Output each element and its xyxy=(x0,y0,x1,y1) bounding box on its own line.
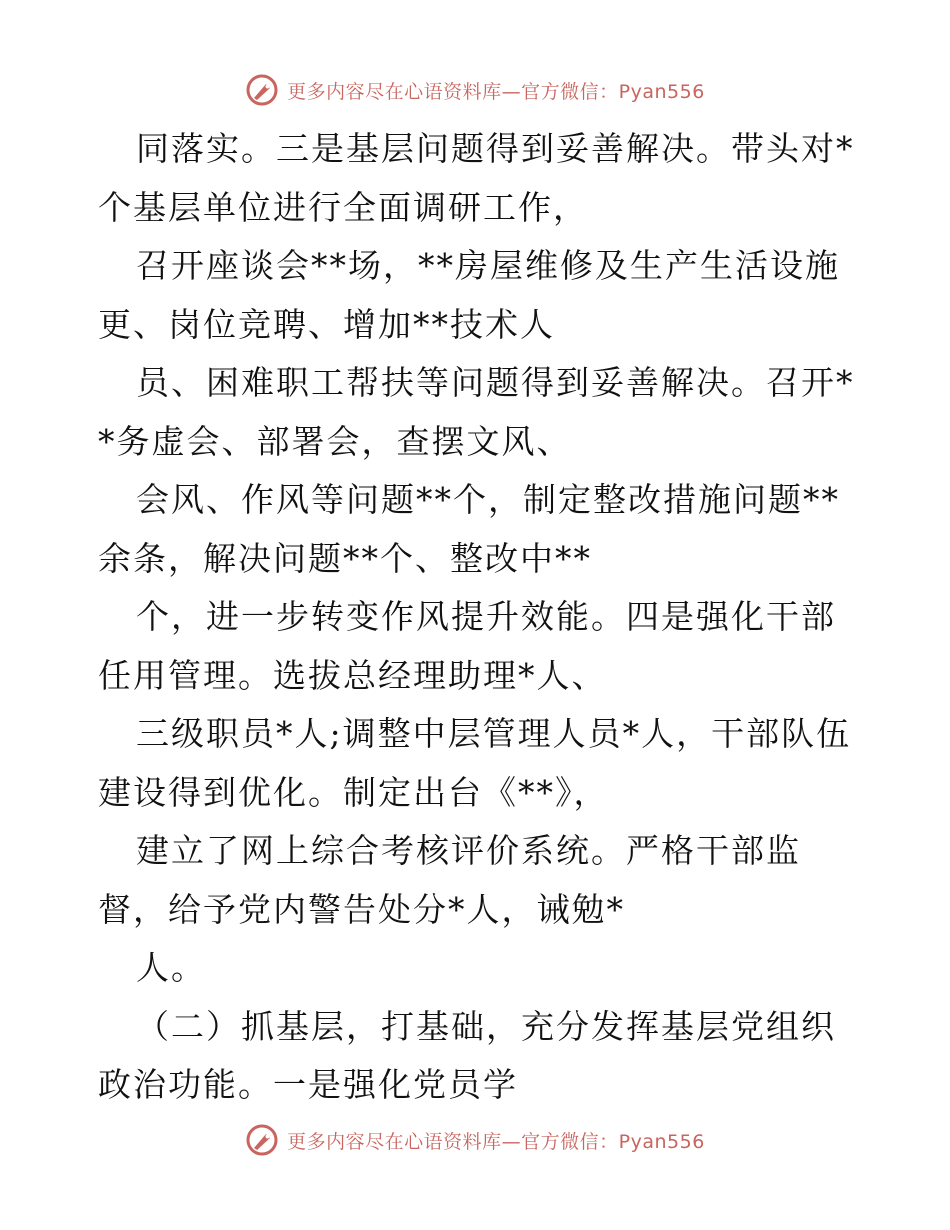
watermark-text: 更多内容尽在心语资料库—官方微信：Pyan556 xyxy=(287,1130,705,1153)
header-watermark xyxy=(0,70,950,110)
document-body xyxy=(98,120,858,1115)
footer-watermark xyxy=(0,1120,950,1160)
pen-nib-seal-icon xyxy=(245,1123,279,1157)
paragraph: 召开座谈会**场，**房屋维修及生产生活设施更、岗位竞聘、增加**技术人 xyxy=(98,246,840,344)
paragraph: 同落实。三是基层问题得到妥善解决。带头对*个基层单位进行全面调研工作， xyxy=(98,129,855,227)
paragraph: （二）抓基层，打基础，充分发挥基层党组织政治功能。一是强化党员学 xyxy=(98,1006,836,1104)
paragraph: 会风、作风等问题**个，制定整改措施问题**余条，解决问题**个、整改中** xyxy=(98,480,840,578)
pen-nib-seal-icon xyxy=(245,73,279,107)
watermark-text: 更多内容尽在心语资料库—官方微信：Pyan556 xyxy=(287,80,705,103)
paragraph: 员、困难职工帮扶等问题得到妥善解决。召开**务虚会、部署会，查摆文风、 xyxy=(98,363,855,461)
paragraph: 建立了网上综合考核评价系统。严格干部监督，给予党内警告处分*人，诫勉* xyxy=(98,831,801,929)
paragraph: 三级职员*人;调整中层管理人员*人，干部队伍建设得到优化。制定出台《**》， xyxy=(98,714,852,812)
paragraph: 个，进一步转变作风提升效能。四是强化干部任用管理。选拔总经理助理*人、 xyxy=(98,597,836,695)
paragraph: 人。 xyxy=(136,948,206,987)
